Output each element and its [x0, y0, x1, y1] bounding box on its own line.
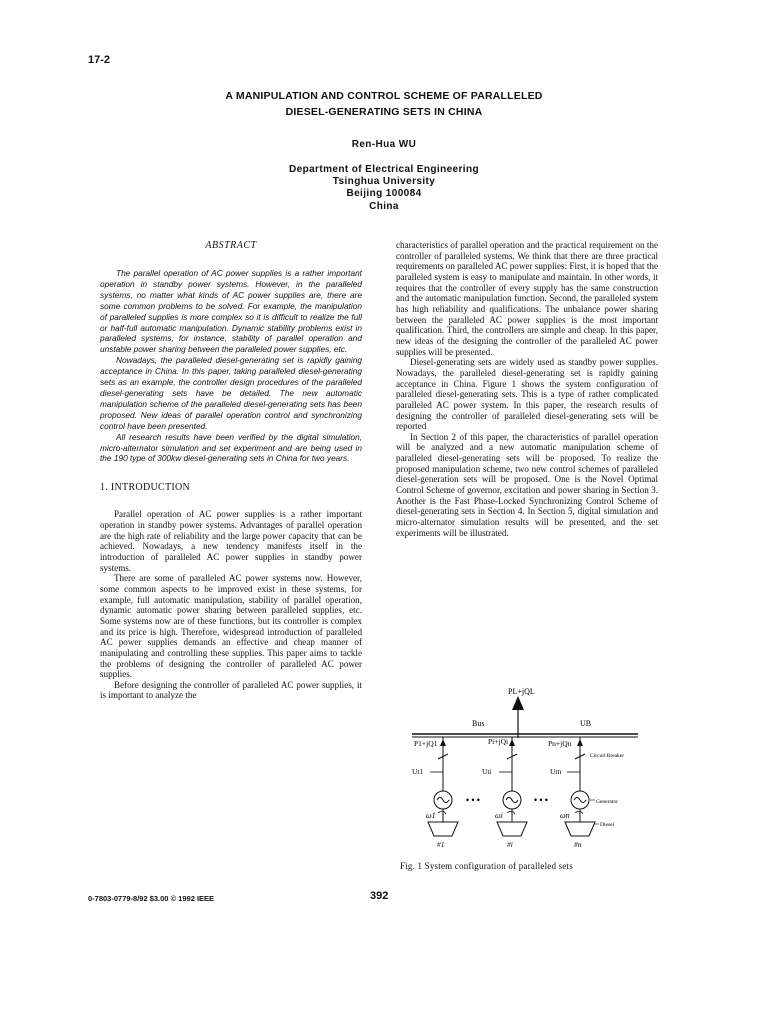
figure-1	[400, 684, 650, 850]
wi-label: ωi	[495, 811, 503, 820]
diesel-1-icon	[428, 822, 458, 836]
body-paragraph: Diesel-generating sets are widely used as standby power supplies. Nowadays, the paralleled diesel-generating set is rapidly gaining acceptance in China. Figure 1 shows the system configuration of paralleled diesel-generating sets. This is a type of rather complicated paralleled AC power system. In this paper, the research results of designing the controller of paralleled diesel-generating sets will be reported	[396, 357, 658, 432]
arrow-1	[440, 739, 446, 746]
affiliation-department: Department of Electrical Engineering	[289, 164, 479, 175]
right-column	[396, 240, 658, 538]
abstract-paragraph: Nowadays, the paralleled diesel-generating set is rapidly gaining acceptance in China. In this paper, taking paralleled diesel-generating sets as an example, the controller design procedures of the paralleled diesel-generating sets have be detailed. The new automatic manipulation scheme of the paralleled diesel-generating sets has been proposed. New ideas of parallel operation control and synchronizing control have been presented.	[100, 355, 362, 431]
title-line-2: DIESEL-GENERATING SETS IN CHINA	[285, 106, 483, 118]
abstract-heading: ABSTRACT	[205, 240, 257, 251]
affiliation-country: China	[369, 200, 399, 212]
intro-paragraph: There are some of paralleled AC power systems now. However, some common aspects to be improved exist in these systems, for example, full automatic manipulation, stability of parallel operation, dynamic automatic power sharing between paralleled supplies, etc. Some systems now are of these functions, but its controller is complex and its price is high. Therefore, widespread introduction of paralleled AC power supplies demands an effective and cheap manner of manipulating and controlling these supplies. This paper aims to tackle the problems of designing the controller of paralleled AC power supplies.	[100, 573, 362, 680]
introduction-heading: 1. INTRODUCTION	[100, 482, 191, 494]
diesel-i-icon	[497, 822, 527, 836]
pi-label: Pi+jQi	[488, 737, 509, 746]
body-paragraph: In Section 2 of this paper, the characteristics of parallel operation will be analyzed and a new automatic manipulation scheme of paralleled diesel-generating sets will be proposed. To realize the proposed manipulation scheme, two new control schemes of paralleled diesel-generation sets will be proposed. One is the Novel Optimal Control Scheme of governor, excitation and power sharing in Section 3. Another is the Fast Phase-Locked Synchronizing Control Scheme of diesel-generating sets in Section 4. In Section 5, digital simulation and micro-alternator simulation results will be presented, and the set experiments will be illustrated.	[396, 431, 658, 538]
bus-voltage-label: UB	[580, 719, 592, 728]
p1-label: P1+jQ1	[414, 739, 438, 748]
figure-caption: Fig. 1 System configuration of paralleled sets	[400, 861, 573, 871]
circuit-breaker-label: Circuit Breaker	[590, 753, 625, 759]
author: Ren-Hua WU	[351, 139, 417, 150]
un-label: Utn	[550, 767, 562, 776]
load-arrow	[512, 696, 524, 710]
title-line-1: A MANIPULATION AND CONTROL SCHEME OF PARALLELED	[225, 90, 543, 102]
pn-label: Pn+jQn	[548, 739, 572, 748]
abstract-paragraph: The parallel operation of AC power supplies is a rather important operation in standby power systems. However, in the paralleled systems, no matter what kinds of AC power supplies are, there are some common problems to be solved. For example, the manipulation of paralleled supplies is more complex so it is difficult to realize the full or half-full automatic manipulation. Dynamic stability problems exist in paralleled systems, for instance, stability of parallel operation and unstable power sharing between the paralleled power supplies, etc.	[100, 268, 362, 355]
bus-label: Bus	[472, 719, 485, 728]
generator-label: Generator	[596, 799, 618, 805]
paper-title	[0, 88, 768, 120]
diesel-n-icon	[565, 822, 595, 836]
left-column	[100, 240, 362, 701]
dots-left: • • •	[466, 795, 480, 805]
page-id: 17-2	[88, 54, 111, 66]
affiliation-university: Tsinghua University	[332, 176, 436, 188]
affiliation	[0, 164, 768, 213]
wn-label: ωn	[560, 811, 570, 820]
footer-copyright: 0-7803-0779-8/92 $3.00 © 1992 IEEE	[88, 894, 215, 903]
set-i-label: #i	[507, 840, 513, 849]
system-configuration-diagram	[400, 684, 650, 850]
intro-paragraph: Before designing the controller of paralleled AC power supplies, it is important to analyze the	[100, 679, 362, 701]
ui-label: Uti	[482, 767, 492, 776]
load-power-label: PL+jQL	[508, 687, 535, 696]
intro-paragraph: Parallel operation of AC power supplies is a rather important operation in standby power systems. Advantages of parallel operation are the high rate of reliability and the large power capacity that can be achieved. Nowadays, a new tendency manifests itself in the introduction of paralleled AC power supplies in standby power systems.	[100, 509, 362, 573]
abstract-paragraph: All research results have been verified by the digital simulation, micro-alternator simulation and set experiment and are being used in the 190 type of 300kw diesel-generating sets in China for two years.	[100, 431, 362, 464]
set-1-label: #1	[437, 840, 445, 849]
affiliation-city: Beijing 100084	[346, 188, 422, 200]
w1-label: ω1	[426, 811, 436, 820]
body-paragraph: characteristics of parallel operation and the practical requirement on the controller of paralleled systems. We think that there are three practical requirements on paralleled AC power supplies: First, it is hoped that the paralleled system is easy to manipulate and maintain. In other words, it requires that the controller of every supply has the same construction and the automatic manipulation function. Second, the paralleled system has high reliability and qualifications. The unbalance power sharing between the paralleled AC power supplies is the most important qualification. Third, the controllers are simple and cheap. In this paper, new ideas of the designing the controller of the paralleled AC power supplies will be presented.	[396, 240, 658, 357]
diesel-label: Diesel	[600, 822, 615, 828]
set-n-label: #n	[574, 840, 582, 849]
u1-label: Ut1	[412, 767, 424, 776]
arrow-n	[577, 739, 583, 746]
dots-right: • • •	[534, 795, 548, 805]
page-number: 392	[370, 890, 389, 902]
arrow-i	[509, 739, 515, 746]
